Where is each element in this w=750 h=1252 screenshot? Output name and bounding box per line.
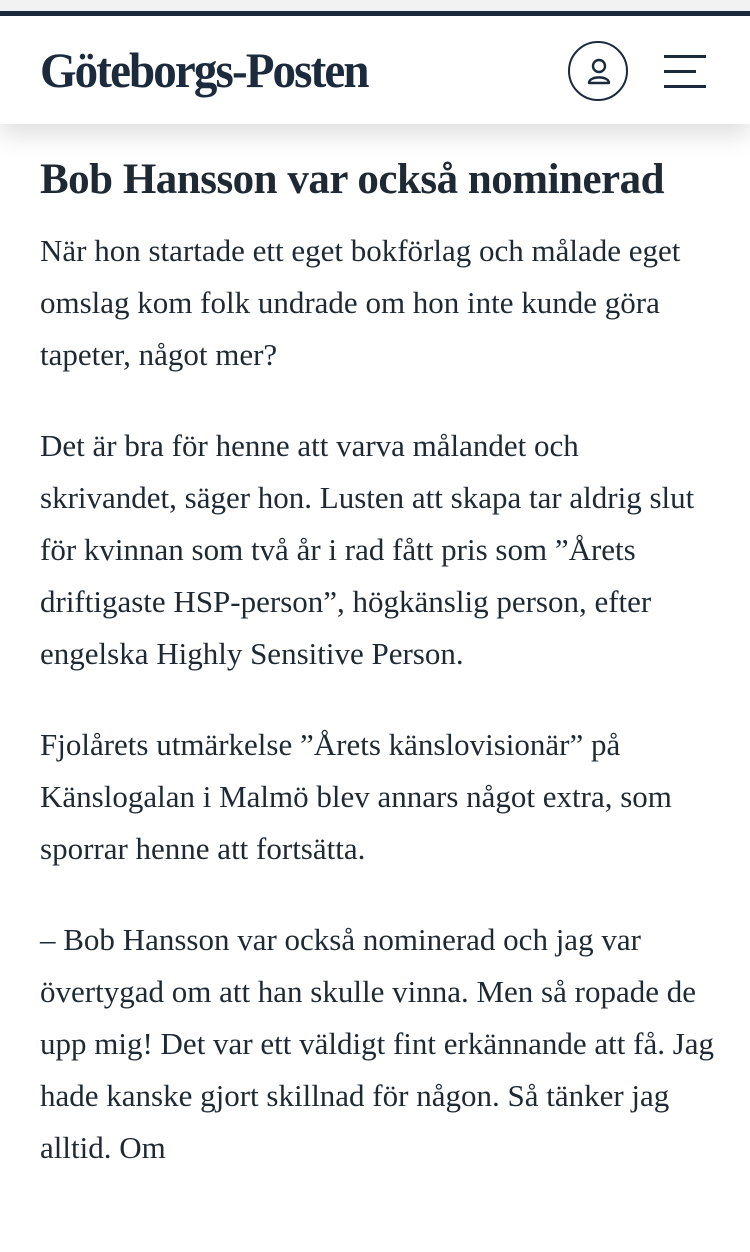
article-body [40,152,720,1174]
article-paragraph: Fjolårets utmärkelse ”Årets känslovisionär” på Känslogalan i Malmö blev annars något extra, som sporrar henne att fortsätta. [40,727,672,866]
hamburger-menu-icon [660,49,710,93]
site-header [0,16,750,124]
article-paragraph: – Bob Hansson var också nominerad och jag var övertygad om att han skulle vinna. Men så ropade de upp mig! Det var ett väldigt fint erkännande att få. Jag hade kanske gjort skillnad för någon. Så tänker jag alltid. Om [40,922,715,1165]
browser-top-strip [0,0,750,11]
article-subheading: Bob Hansson var också nominerad [40,156,665,203]
article-paragraph: När hon startade ett eget bokförlag och målade eget omslag kom folk undrade om hon inte kunde göra tapeter, något mer? [40,233,681,372]
menu-button[interactable] [660,49,710,93]
user-icon [586,58,612,85]
site-logo[interactable]: Göteborgs-Posten [40,42,368,98]
article-paragraph: Det är bra för henne att varva målandet och skrivandet, säger hon. Lusten att skapa tar aldrig slut för kvinnan som två år i rad fått pris som ”Årets driftigaste HSP-person”, högkänslig person, efter engelska Highly Sensitive Person. [40,428,695,671]
account-button[interactable] [568,41,628,101]
